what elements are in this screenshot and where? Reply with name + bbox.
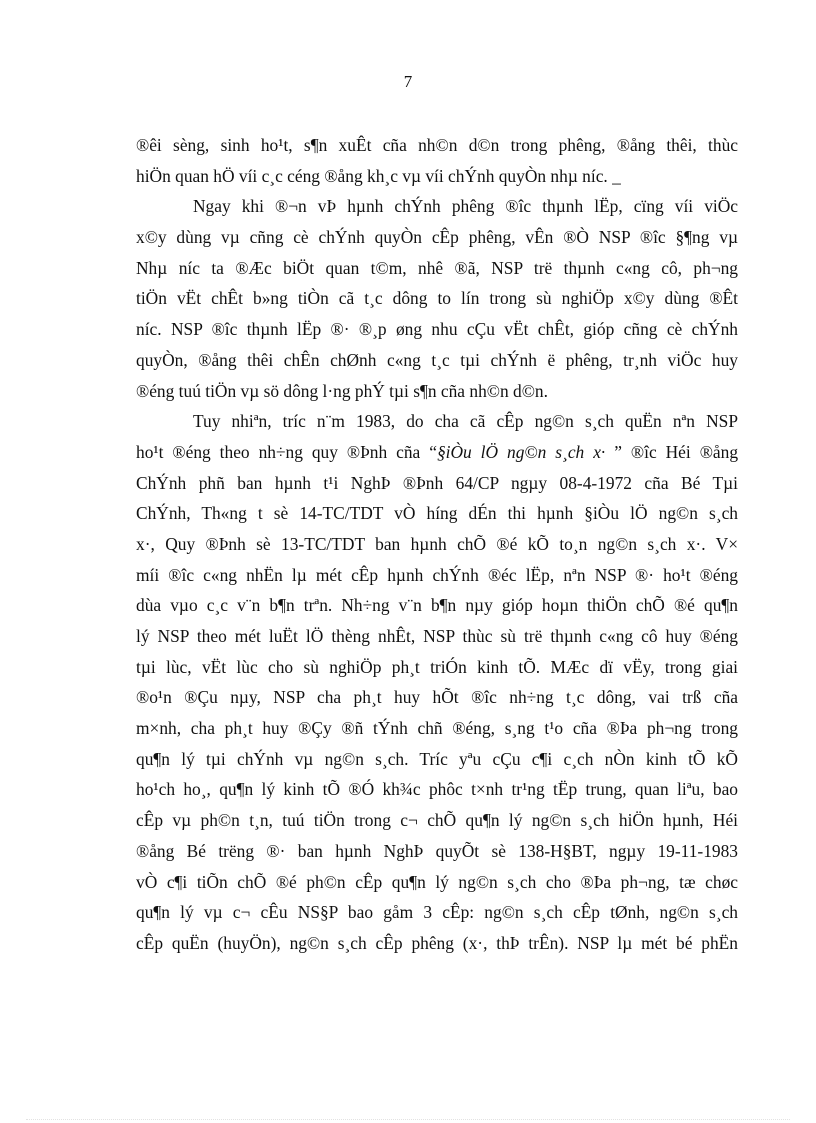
text-line: qu¶n lý tµi chÝnh vµ ng©n s¸ch. Tríc yªu cÇu c¶i c¸ch nÒn kinh tÕ kÕ [136,748,738,769]
body-text [136,130,738,959]
text-line: cÊp vµ ph©n t¸n, tuú tiÖn trong c¬ chÕ qu¶n lý ng©n s¸ch hiÖn hµnh, Héi [136,810,738,831]
text-line: x·, Quy ®Þnh sè 13-TC/TDT ban hµnh chÕ ®é kÕ to¸n ng©n s¸ch x·. V× [136,533,738,554]
text-line: x©y dùng vµ cñng cè chÝnh quyÒn cÊp phêng, vÊn ®Ò NSP ®îc §¶ng vµ [136,227,738,248]
text-line: quyÒn, ®ång thêi chÊn chØnh c«ng t¸c tµi chÝnh ë phêng, tr¸nh viÖc huy [136,349,738,370]
text-line: hiÖn quan hÖ víi c¸c céng ®ång kh¸c vµ víi chÝnh quyÒn nhµ níc. _ [136,165,621,186]
text-line: ChÝnh phñ ban hµnh t¹i NghÞ ®Þnh 64/CP ngµy 08-4-1972 cña Bé Tµi [136,472,738,493]
text-line: lý NSP theo mét luËt lÖ thèng nhÊt, NSP thùc sù trë thµnh c«ng cô huy ®éng [136,626,738,646]
text-line: ®o¹n ®Çu nµy, NSP cha ph¸t huy hÕt ®îc nh÷ng t¸c dông, vai trß cña [136,687,738,708]
text-line: Ngay khi ®¬n vÞ hµnh chÝnh phêng ®îc thµnh lËp, cïng víi viÖc [193,196,738,217]
page-number: 7 [403,72,413,91]
text-line: cÊp quËn (huyÖn), ng©n s¸ch cÊp phêng (x·, thÞ trÊn). NSP lµ mét bé phËn [136,932,738,953]
text-line: ChÝnh, Th«ng t sè 14-TC/TDT vÒ híng dÉn thi hµnh §iÒu lÖ ng©n s¸ch [136,503,738,524]
text-line: dùa vµo c¸c v¨n b¶n trªn. Nh÷ng v¨n b¶n nµy gióp hoµn thiÖn chÕ ®é qu¶n [136,595,738,616]
text-line: Tuy nhiªn, tríc n¨m 1983, do cha cã cÊp ng©n s¸ch quËn nªn NSP [193,411,738,432]
text-segment: ” ®îc Héi ®ång [605,441,738,462]
text-line-with-quote [136,437,738,468]
text-line: m×nh, cha ph¸t huy ®Çy ®ñ tÝnh chñ ®éng, s¸ng t¹o cña ®Þa ph¬ng trong [136,718,738,739]
text-line: tiÖn vËt chÊt b»ng tiÒn cã t¸c dông to lín trong sù nghiÖp x©y dùng ®Êt [136,288,738,309]
text-line: ®ång Bé trëng ®· ban hµnh NghÞ quyÕt sè 138-H§BT, ngµy 19-11-1983 [136,840,738,861]
text-line: ®éng tuú tiÖn vµ sö dông l·ng phÝ tµi s¶n cña nh©n d©n. [136,380,548,401]
text-line: ®êi sèng, sinh ho¹t, s¶n xuÊt cña nh©n d©n trong phêng, ®ång thêi, thùc [136,135,738,155]
text-line: tµi lùc, vËt lùc cho sù nghiÖp ph¸t triÓn kinh tÕ. MÆc dï vËy, trong giai [136,656,738,677]
text-segment: ho¹t ®éng theo nh÷ng quy ®Þnh cña “ [136,441,437,462]
page-bottom-divider [26,1119,790,1120]
text-line: Nhµ níc ta ®Æc biÖt quan t©m, nhê ®ã, NSP trë thµnh c«ng cô, ph¬ng [136,257,738,278]
text-line: qu¶n lý vµ c¬ cÊu NS§P bao gåm 3 cÊp: ng©n s¸ch cÊp tØnh, ng©n s¸ch [136,902,738,923]
text-line: níc. NSP ®îc thµnh lËp ®· ®¸p øng nhu cÇu vËt chÊt, gióp cñng cè chÝnh [136,319,738,340]
text-line: vÒ c¶i tiÕn chÕ ®é ph©n cÊp qu¶n lý ng©n s¸ch cho ®Þa ph¬ng, tæ chøc [136,871,738,892]
text-line: ho¹ch ho¸, qu¶n lý kinh tÕ ®Ó kh¾c phôc t×nh tr¹ng tËp trung, quan liªu, bao [136,779,738,800]
quoted-title: §iÒu lÖ ng©n s¸ch x· [436,441,606,462]
text-line: míi ®îc c«ng nhËn lµ mét cÊp hµnh chÝnh ®éc lËp, nªn NSP ®· ho¹t ®éng [136,564,738,585]
